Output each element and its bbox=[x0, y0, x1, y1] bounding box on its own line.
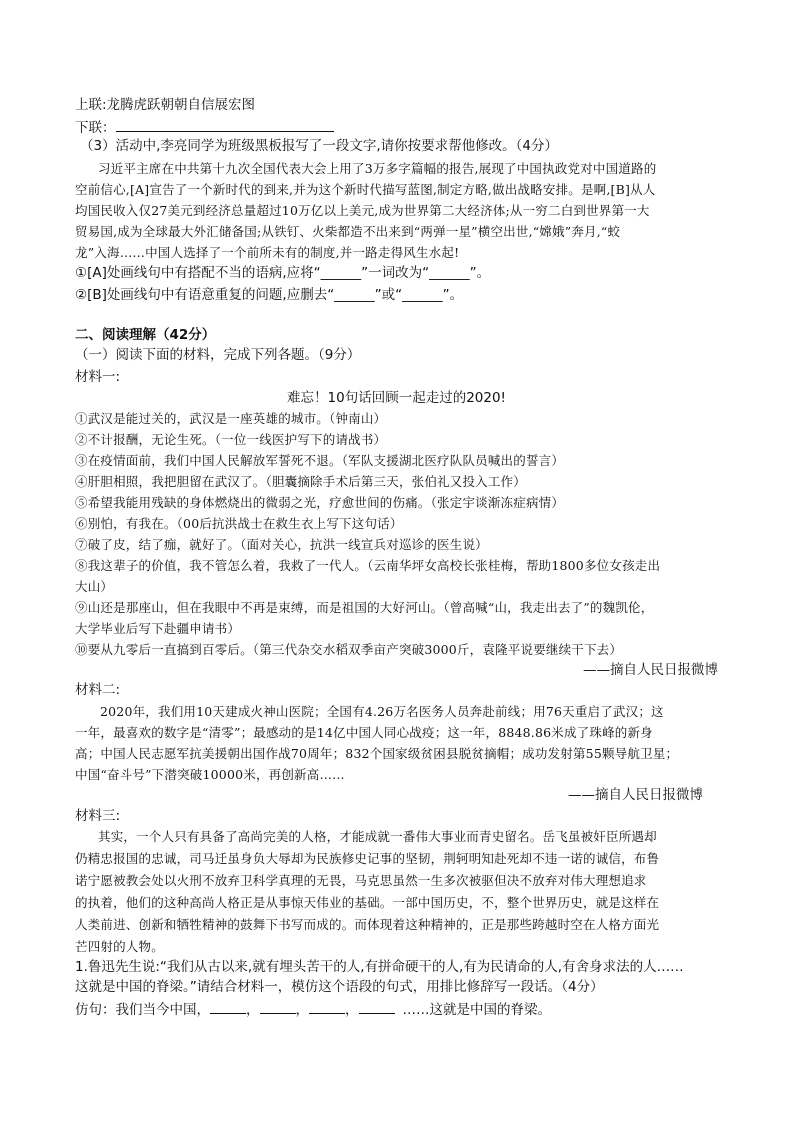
q1-prompt-line: 这就是中国的脊梁。”请结合材料一，模仿这个语段的句式，用排比修辞写一段话。（4分） bbox=[75, 979, 604, 995]
material-2-line: 高；中国人民志愿军抗美援朝出国作战70周年；832个国家级贫困县脱贫摘帽；成功发射第55颗导航卫星； bbox=[75, 746, 679, 761]
material-3-line: 芒四射的人物。 bbox=[75, 939, 164, 954]
quote-item: ⑦破了皮，结了痂，就好了。（面对关心，抗洪一线宣兵对巡诊的医生说） bbox=[75, 537, 488, 552]
quote-item: ①武汉是能过关的，武汉是一座英雄的城市。（钟南山） bbox=[75, 411, 387, 426]
imitation-answer-line bbox=[75, 999, 551, 1019]
material-1-title: 难忘！10句话回顾一起走过的2020! bbox=[287, 390, 506, 406]
imitation-separator: ， bbox=[295, 1002, 309, 1018]
section-title: 二、阅读理解（42分） bbox=[75, 327, 216, 343]
q3-passage-line: 均国民收入仅27美元到经济总量超过10万亿以上美元,成为世界第二大经济体;从一穷二白到世界第一大 bbox=[75, 203, 650, 218]
couplet-lower bbox=[75, 117, 334, 137]
material-3-line: 诺宁愿被教会处以火刑不放弃卫科学真理的无畏，马克思虽然一生多次被驱但决不放弃对伟大理想追求 bbox=[75, 873, 647, 888]
imitation-blank-4[interactable] bbox=[359, 999, 395, 1014]
imitation-ending: ……这就是中国的脊梁。 bbox=[402, 1002, 551, 1018]
quote-item: ③在疫情面前，我们中国人民解放军誓死不退。（军队支援湖北医疗队队员喊出的誓言） bbox=[75, 453, 565, 468]
q3-sub-question-1: ①[A]处画线句中有搭配不当的语病,应将“______”一词改为“______”。 bbox=[75, 265, 491, 281]
imitation-label: 仿句：我们当今中国， bbox=[75, 1002, 210, 1018]
q3-prompt: （3）活动中,李亮同学为班级黑板报写了一段文字,请你按要求帮他修改。（4分） bbox=[80, 138, 559, 154]
q3-passage-line: 龙”入海……中国人选择了一个前所未有的制度,并一路走得风生水起! bbox=[75, 245, 460, 260]
quote-item: ⑤希望我能用残缺的身体燃烧出的微弱之光，疗愈世间的伤痛。（张定宇谈渐冻症病情） bbox=[75, 495, 565, 510]
quote-item: ④肝胆相照，我把胆留在武汉了。（胆囊摘除手术后第三天，张伯礼又投入工作） bbox=[75, 474, 526, 489]
quote-item-continuation: 大学毕业后写下赴疆申请书） bbox=[75, 621, 241, 636]
quote-item: ⑥别怕，有我在。（00后抗洪战士在救生衣上写下这句话） bbox=[75, 516, 403, 531]
couplet-answer-blank[interactable] bbox=[116, 117, 334, 132]
material-2-line: 一年，最喜欢的数字是“清零”；最感动的是14亿中国人同心战疫；这一年，8848.86米成了珠峰的新身 bbox=[75, 725, 653, 740]
quote-item: ⑧我这辈子的价值，我不管怎么着，我救了一代人。（云南华坪女高校长张桂梅，帮助1800多位女孩走出 bbox=[75, 558, 661, 573]
imitation-blank-2[interactable] bbox=[260, 999, 296, 1014]
imitation-separator: ， bbox=[345, 1002, 359, 1018]
couplet-lower-label: 下联： bbox=[75, 120, 116, 136]
q1-prompt-line: 1.鲁迅先生说:“我们从古以来,就有埋头苦干的人,有拼命硬干的人,有为民请命的人,有舍身求法的人…… bbox=[75, 959, 684, 975]
quote-item: ②不计报酬，无论生死。（一位一线医护写下的请战书） bbox=[75, 432, 387, 447]
q3-passage-line: 空前信心,[A]宣告了一个新时代的到来,并为这个新时代描写蓝图,制定方略,做出战略安排。是啊,[B]从人 bbox=[75, 182, 656, 197]
material-1-label: 材料一: bbox=[75, 369, 121, 385]
material-2-label: 材料二: bbox=[75, 682, 121, 698]
material-2-line: 2020年，我们用10天建成火神山医院；全国有4.26万名医务人员奔赴前线；用76天重启了武汉；这 bbox=[100, 704, 664, 719]
q3-passage-line: 习近平主席在中共第十九次全国代表大会上用了3万多字篇幅的报告,展现了中国执政党对中国道路的 bbox=[98, 161, 657, 176]
material-3-line: 仍精忠报国的忠诚，司马迁虽身负大辱却为民族修史记事的坚韧，荆轲明知赴死却不违一诺的诚信，布鲁 bbox=[75, 851, 660, 866]
imitation-separator: ， bbox=[246, 1002, 260, 1018]
material-3-line: 人类前进、创新和牺牲精神的鼓舞下书写而成的。而体现着这种精神的，正是那些跨越时空在人格方面光 bbox=[75, 917, 660, 932]
q3-sub-question-2: ②[B]处画线句中有语意重复的问题,应删去“______”或“______”。 bbox=[75, 287, 464, 303]
imitation-blank-1[interactable] bbox=[210, 999, 246, 1014]
q3-passage-line: 贸易国,成为全球最大外汇储备国;从铁钉、火柴都造不出来到“两弹一星”横空出世,“嫦娥”奔月,“蛟 bbox=[75, 224, 621, 239]
imitation-blank-3[interactable] bbox=[309, 999, 345, 1014]
quote-item: ⑨山还是那座山，但在我眼中不再是束缚，而是祖国的大好河山。（曾高喊“山，我走出去了”的魏凯伦， bbox=[75, 600, 654, 615]
material-2-line: 中国“奋斗号”下潜突破10000米，再创新高…… bbox=[75, 767, 345, 782]
part-heading: （一）阅读下面的材料，完成下列各题。（9分） bbox=[75, 347, 361, 363]
material-2-source: ——摘自人民日报微博 bbox=[568, 787, 703, 803]
material-3-line: 的执着，他们的这种高尚人格正是从事惊天伟业的基础。一部中国历史，不，整个世界历史，就是这样在 bbox=[75, 895, 660, 910]
quote-item-continuation: 大山） bbox=[75, 579, 114, 594]
couplet-upper: 上联:龙腾虎跃朝朝自信展宏图 bbox=[75, 97, 256, 113]
material-3-line: 其实，一个人只有具备了高尚完美的人格，才能成就一番伟大事业而青史留名。岳飞虽被奸臣所遇却 bbox=[98, 829, 657, 844]
material-1-source: ——摘自人民日报微博 bbox=[583, 662, 718, 678]
quote-item: ⑩要从九零后一直搞到百零后。（第三代杂交水稻双季亩产突破3000斤，袁隆平说要继续干下去） bbox=[75, 642, 623, 657]
material-3-label: 材料三: bbox=[75, 808, 121, 824]
